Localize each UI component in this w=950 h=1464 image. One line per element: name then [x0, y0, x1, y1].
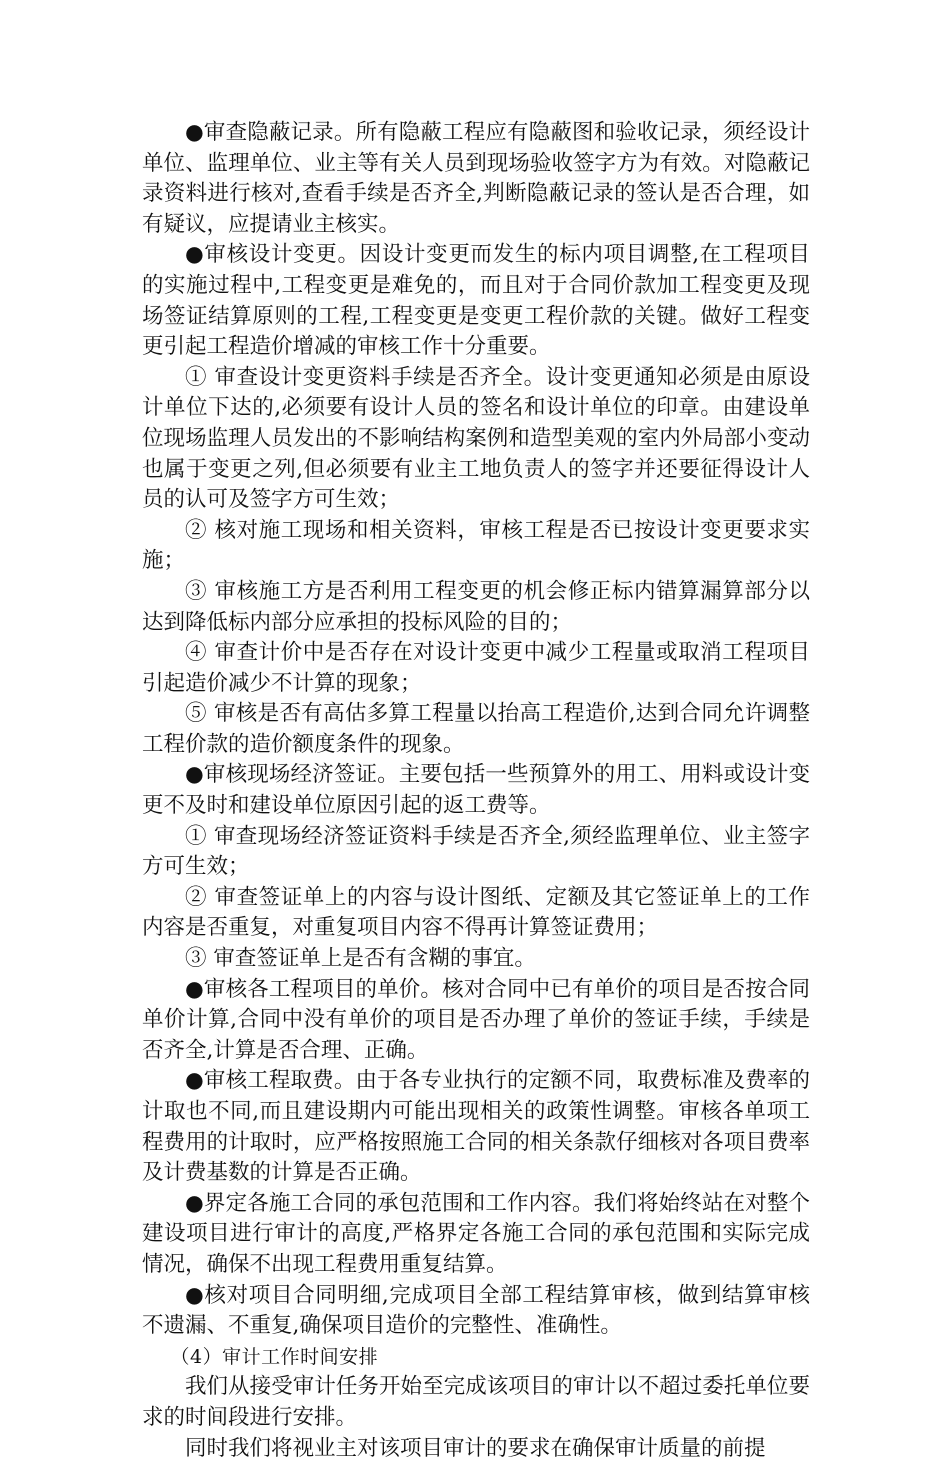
paragraph-schedule-1: 我们从接受审计任务开始至完成该项目的审计以不超过委托单位要求的时间段进行安排。	[142, 1374, 810, 1430]
section-heading-schedule: （4）审计工作时间安排	[170, 1345, 379, 1368]
paragraph-design-change-item-3: ③ 审核施工方是否利用工程变更的机会修正标内错算漏算部分以达到降低标内部分应承担的投标风险的目的；	[142, 578, 810, 635]
paragraph-unit-price-review: ●审核各工程项目的单价。核对合同中已有单价的项目是否按合同单价计算,合同中没有单价的项目是否办理了单价的签证手续，手续是否齐全,计算是否合理、正确。	[142, 976, 810, 1063]
paragraph-site-visa-item-2: ② 审查签证单上的内容与设计图纸、定额及其它签证单上的工作内容是否重复，对重复项目内容不得再计算签证费用；	[142, 884, 810, 941]
paragraph-site-visa-review: ●审核现场经济签证。主要包括一些预算外的用工、用料或设计变更不及时和建设单位原因引起的返工费等。	[142, 762, 810, 819]
paragraph-design-change-review: ●审核设计变更。因设计变更而发生的标内项目调整,在工程项目的实施过程中,工程变更是难免的，而且对于合同价款加工程变更及现场签证结算原则的工程,工程变更是变更工程价款的关键。做好工程变更引起工程造价增减的审核工作十分重要。	[142, 242, 810, 360]
paragraph-site-visa-item-3: ③ 审查签证单上是否有含糊的事宜。	[185, 946, 536, 972]
document-page	[142, 118, 810, 1464]
paragraph-design-change-item-4: ④ 审查计价中是否存在对设计变更中减少工程量或取消工程项目引起造价减少不计算的现象；	[142, 640, 810, 696]
paragraph-schedule-2: 同时我们将视业主对该项目审计的要求在确保审计质量的前提	[185, 1435, 766, 1461]
paragraph-fee-review: ●审核工程取费。由于各专业执行的定额不同，取费标准及费率的计取也不同,而且建设期内可能出现相关的政策性调整。审核各单项工程费用的计取时，应严格按照施工合同的相关条款仔细核对各项目费率及计费基数的计算是否正确。	[142, 1068, 810, 1186]
paragraph-design-change-item-2: ② 核对施工现场和相关资料，审核工程是否已按设计变更要求实施；	[142, 517, 810, 574]
paragraph-hidden-records-review: ●审查隐蔽记录。所有隐蔽工程应有隐蔽图和验收记录，须经设计单位、监理单位、业主等有关人员到现场验收签字方为有效。对隐蔽记录资料进行核对,查看手续是否齐全,判断隐蔽记录的签认是否合理，如有疑议，应提请业主核实。	[142, 120, 810, 237]
paragraph-design-change-item-5: ⑤ 审核是否有高估多算工程量以抬高工程造价,达到合同允许调整工程价款的造价额度条件的现象。	[142, 701, 810, 757]
paragraph-contract-details: ●核对项目合同明细,完成项目全部工程结算审核，做到结算审核不遗漏、不重复,确保项目造价的完整性、准确性。	[142, 1282, 810, 1339]
paragraph-design-change-item-1: ① 审查设计变更资料手续是否齐全。设计变更通知必须是由原设计单位下达的,必须要有设计人员的签名和设计单位的印章。由建设单位现场监理人员发出的不影响结构案例和造型美观的室内外局部小变动也属于变更之列,但必须要有业主工地负责人的签字并还要征得设计人员的认可及签字方可生效；	[142, 364, 810, 513]
paragraph-site-visa-item-1: ① 审查现场经济签证资料手续是否齐全,须经监理单位、业主签字方可生效；	[142, 823, 810, 880]
paragraph-contract-scope: ●界定各施工合同的承包范围和工作内容。我们将始终站在对整个建设项目进行审计的高度,严格界定各施工合同的承包范围和实际完成情况，确保不出现工程费用重复结算。	[142, 1190, 810, 1277]
